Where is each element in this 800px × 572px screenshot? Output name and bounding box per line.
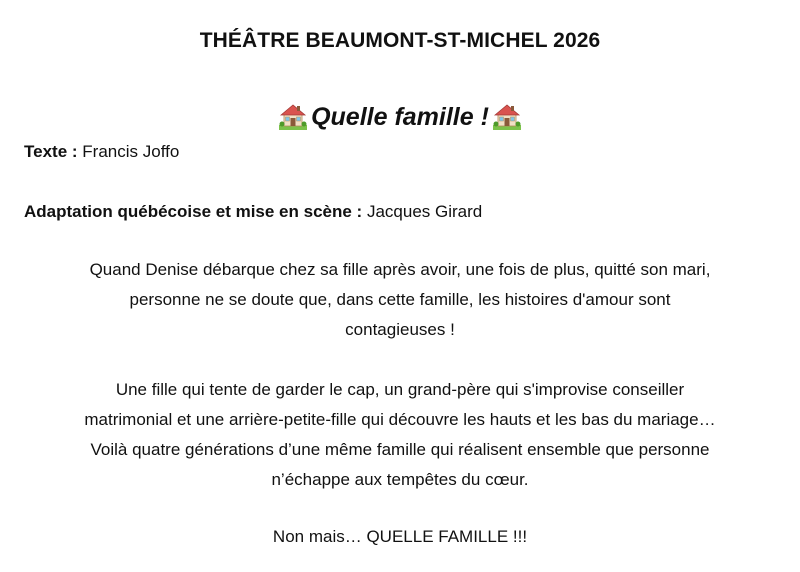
play-title-heading xyxy=(0,101,800,133)
adaptation-credit xyxy=(24,201,482,223)
synopsis-line: Quand Denise débarque chez sa fille après avoir, une fois de plus, quitté son mari, xyxy=(89,260,711,279)
synopsis-line: personne ne se doute que, dans cette famille, les histoires d'amour sont xyxy=(129,290,671,309)
play-title: Quelle famille ! xyxy=(311,103,489,131)
author-name: Francis Joffo xyxy=(82,142,180,161)
synopsis-paragraph-2 xyxy=(20,375,780,495)
theatre-title: THÉÂTRE BEAUMONT-ST-MICHEL 2026 xyxy=(199,29,601,52)
author-credit xyxy=(24,141,179,163)
adaptation-name: Jacques Girard xyxy=(366,202,483,221)
adaptation-label: Adaptation québécoise et mise en scène : xyxy=(24,202,363,221)
author-label: Texte : xyxy=(24,142,78,161)
synopsis-line: n’échappe aux tempêtes du cœur. xyxy=(271,470,529,489)
synopsis-line: matrimonial et une arrière-petite-fille qui découvre les hauts et les bas du mariage… xyxy=(84,410,716,429)
synopsis-line: contagieuses ! xyxy=(345,320,455,339)
synopsis-line: Une fille qui tente de garder le cap, un grand-père qui s'improvise conseiller xyxy=(115,380,685,399)
synopsis-line: Voilà quatre générations d’une même famille qui réalisent ensemble que personne xyxy=(90,440,710,459)
synopsis-paragraph-1 xyxy=(20,255,780,345)
house-with-garden-icon xyxy=(493,102,521,130)
house-with-garden-icon xyxy=(279,102,307,130)
closing-line: Non mais… QUELLE FAMILLE !!! xyxy=(272,527,528,546)
